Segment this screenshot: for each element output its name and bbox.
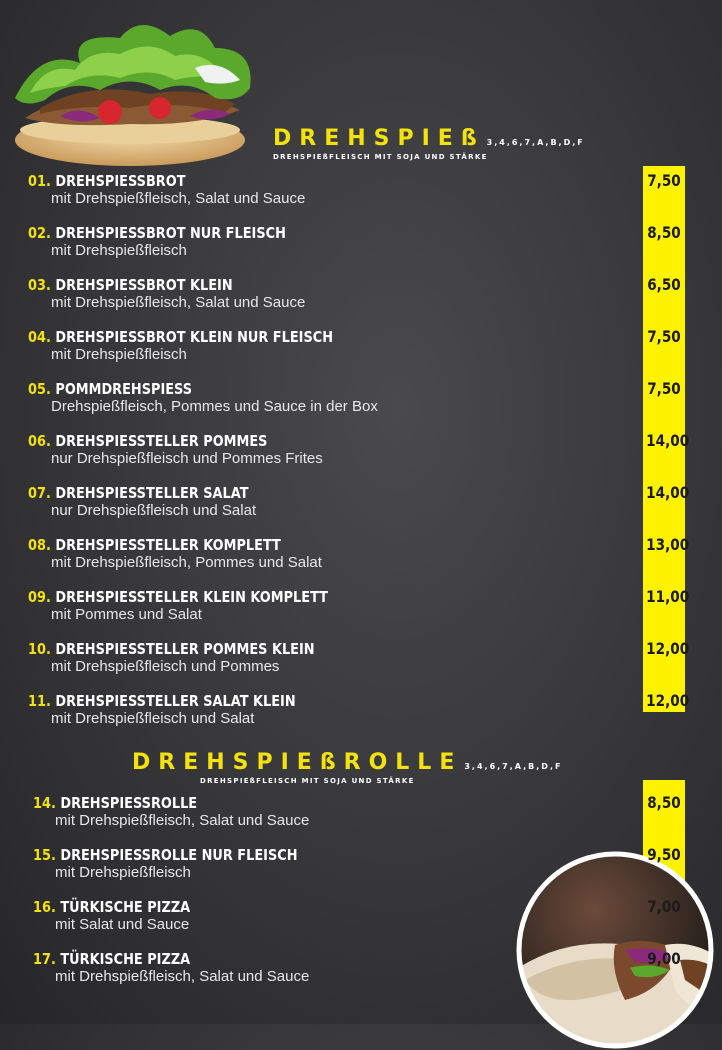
item-price: 14,00 [646,431,690,450]
item-description: mit Pommes und Salat [51,606,202,623]
item-title [28,588,328,606]
menu-item [28,276,305,312]
menu-item [28,536,322,572]
item-title [33,898,190,916]
item-description: nur Drehspießfleisch und Salat [51,502,257,519]
item-number: 04. [28,328,51,346]
item-price: 7,50 [647,379,681,398]
item-title [28,640,315,658]
item-number: 11. [28,692,51,710]
menu-item [28,432,323,468]
menu-item [33,950,309,986]
item-name: TÜRKISCHE PIZZA [60,950,191,968]
item-price: 9,50 [647,845,681,864]
item-price: 12,00 [646,639,690,658]
item-description: mit Drehspießfleisch [51,242,187,259]
item-name: DREHSPIESSTELLER POMMES [55,432,268,450]
item-title [33,950,271,968]
item-price: 7,00 [647,897,681,916]
item-description: mit Salat und Sauce [55,916,190,933]
item-number: 02. [28,224,51,242]
item-price: 9,00 [647,949,681,968]
menu-item [28,692,339,728]
item-price: 14,00 [646,483,690,502]
section-subtitle: DREHSPIEßFLEISCH MIT SOJA UND STÄRKE [273,153,488,161]
item-name: DREHSPIESSBROT NUR FLEISCH [55,224,286,242]
item-price: 6,50 [647,275,681,294]
item-number: 03. [28,276,51,294]
item-name: DREHSPIESSBROT KLEIN [55,276,233,294]
item-title [33,794,271,812]
item-price: 11,00 [646,587,690,606]
item-description: nur Drehspießfleisch und Pommes Frites [51,450,323,467]
item-price: 7,50 [647,327,681,346]
menu-item [33,846,341,882]
item-number: 06. [28,432,51,450]
item-name: DREHSPIESSTELLER SALAT KLEIN [55,692,296,710]
item-number: 07. [28,484,51,502]
item-name: DREHSPIESSROLLE [60,794,198,812]
durum-wrap-photo [515,850,715,1050]
section-title: DREHSPIEßROLLE [132,750,463,775]
item-title [28,328,333,346]
item-title [28,484,249,502]
item-number: 09. [28,588,51,606]
menu-item [28,224,328,260]
item-title [28,380,329,398]
menu-item [28,588,377,624]
item-name: DREHSPIESSROLLE NUR FLEISCH [60,846,298,864]
section-header-drehspiess [273,128,585,161]
item-price: 7,50 [647,171,681,190]
menu-item [33,898,216,934]
item-description: mit Drehspießfleisch [51,346,187,363]
item-name: DREHSPIESSTELLER POMMES KLEIN [55,640,315,658]
item-title [28,432,281,450]
menu-item [33,794,309,830]
section-header-drehspiessrolle [132,752,562,785]
item-number: 15. [33,846,56,864]
item-number: 05. [28,380,51,398]
item-number: 08. [28,536,51,554]
item-description: mit Drehspießfleisch [55,864,191,881]
item-price: 13,00 [646,535,690,554]
item-title [28,536,281,554]
item-number: 16. [33,898,56,916]
menu-item [28,640,361,676]
item-title [28,172,266,190]
item-number: 01. [28,172,51,190]
item-description: mit Drehspießfleisch, Pommes und Salat [51,554,322,571]
item-price: 8,50 [647,793,681,812]
item-description: mit Drehspießfleisch, Salat und Sauce [55,968,310,985]
item-name: DREHSPIESSTELLER SALAT [55,484,249,502]
section-subtitle: DREHSPIEßFLEISCH MIT SOJA UND STÄRKE [200,777,415,785]
item-name: DREHSPIESSTELLER KLEIN KOMPLETT [55,588,328,606]
item-description: mit Drehspießfleisch und Salat [51,710,255,727]
item-price: 8,50 [647,223,681,242]
item-description: mit Drehspießfleisch, Salat und Sauce [55,812,310,829]
item-number: 14. [33,794,56,812]
item-name: TÜRKISCHE PIZZA [60,898,191,916]
menu-item [28,380,378,416]
item-description: mit Drehspießfleisch, Salat und Sauce [51,294,306,311]
section-title: DREHSPIEß [273,126,485,151]
section-allergens: 3,4,6,7,A,B,D,F [486,138,585,147]
item-description: mit Drehspießfleisch, Salat und Sauce [51,190,306,207]
item-price: 12,00 [646,691,690,710]
item-name: DREHSPIESSBROT KLEIN NUR FLEISCH [55,328,334,346]
item-title [28,692,296,710]
item-description: mit Drehspießfleisch und Pommes [51,658,280,675]
section-allergens: 3,4,6,7,A,B,D,F [464,762,563,771]
item-name: POMMDREHSPIESS [55,380,193,398]
item-title [28,276,266,294]
menu-item [28,172,305,208]
item-name: DREHSPIESSTELLER KOMPLETT [55,536,281,554]
menu-item [28,328,383,364]
item-title [28,224,286,242]
item-number: 10. [28,640,51,658]
doner-sandwich-photo [0,8,275,168]
menu-item [28,484,284,520]
item-title [33,846,298,864]
item-number: 17. [33,950,56,968]
item-description: Drehspießfleisch, Pommes und Sauce in der Box [51,398,378,415]
item-name: DREHSPIESSBROT [55,172,186,190]
